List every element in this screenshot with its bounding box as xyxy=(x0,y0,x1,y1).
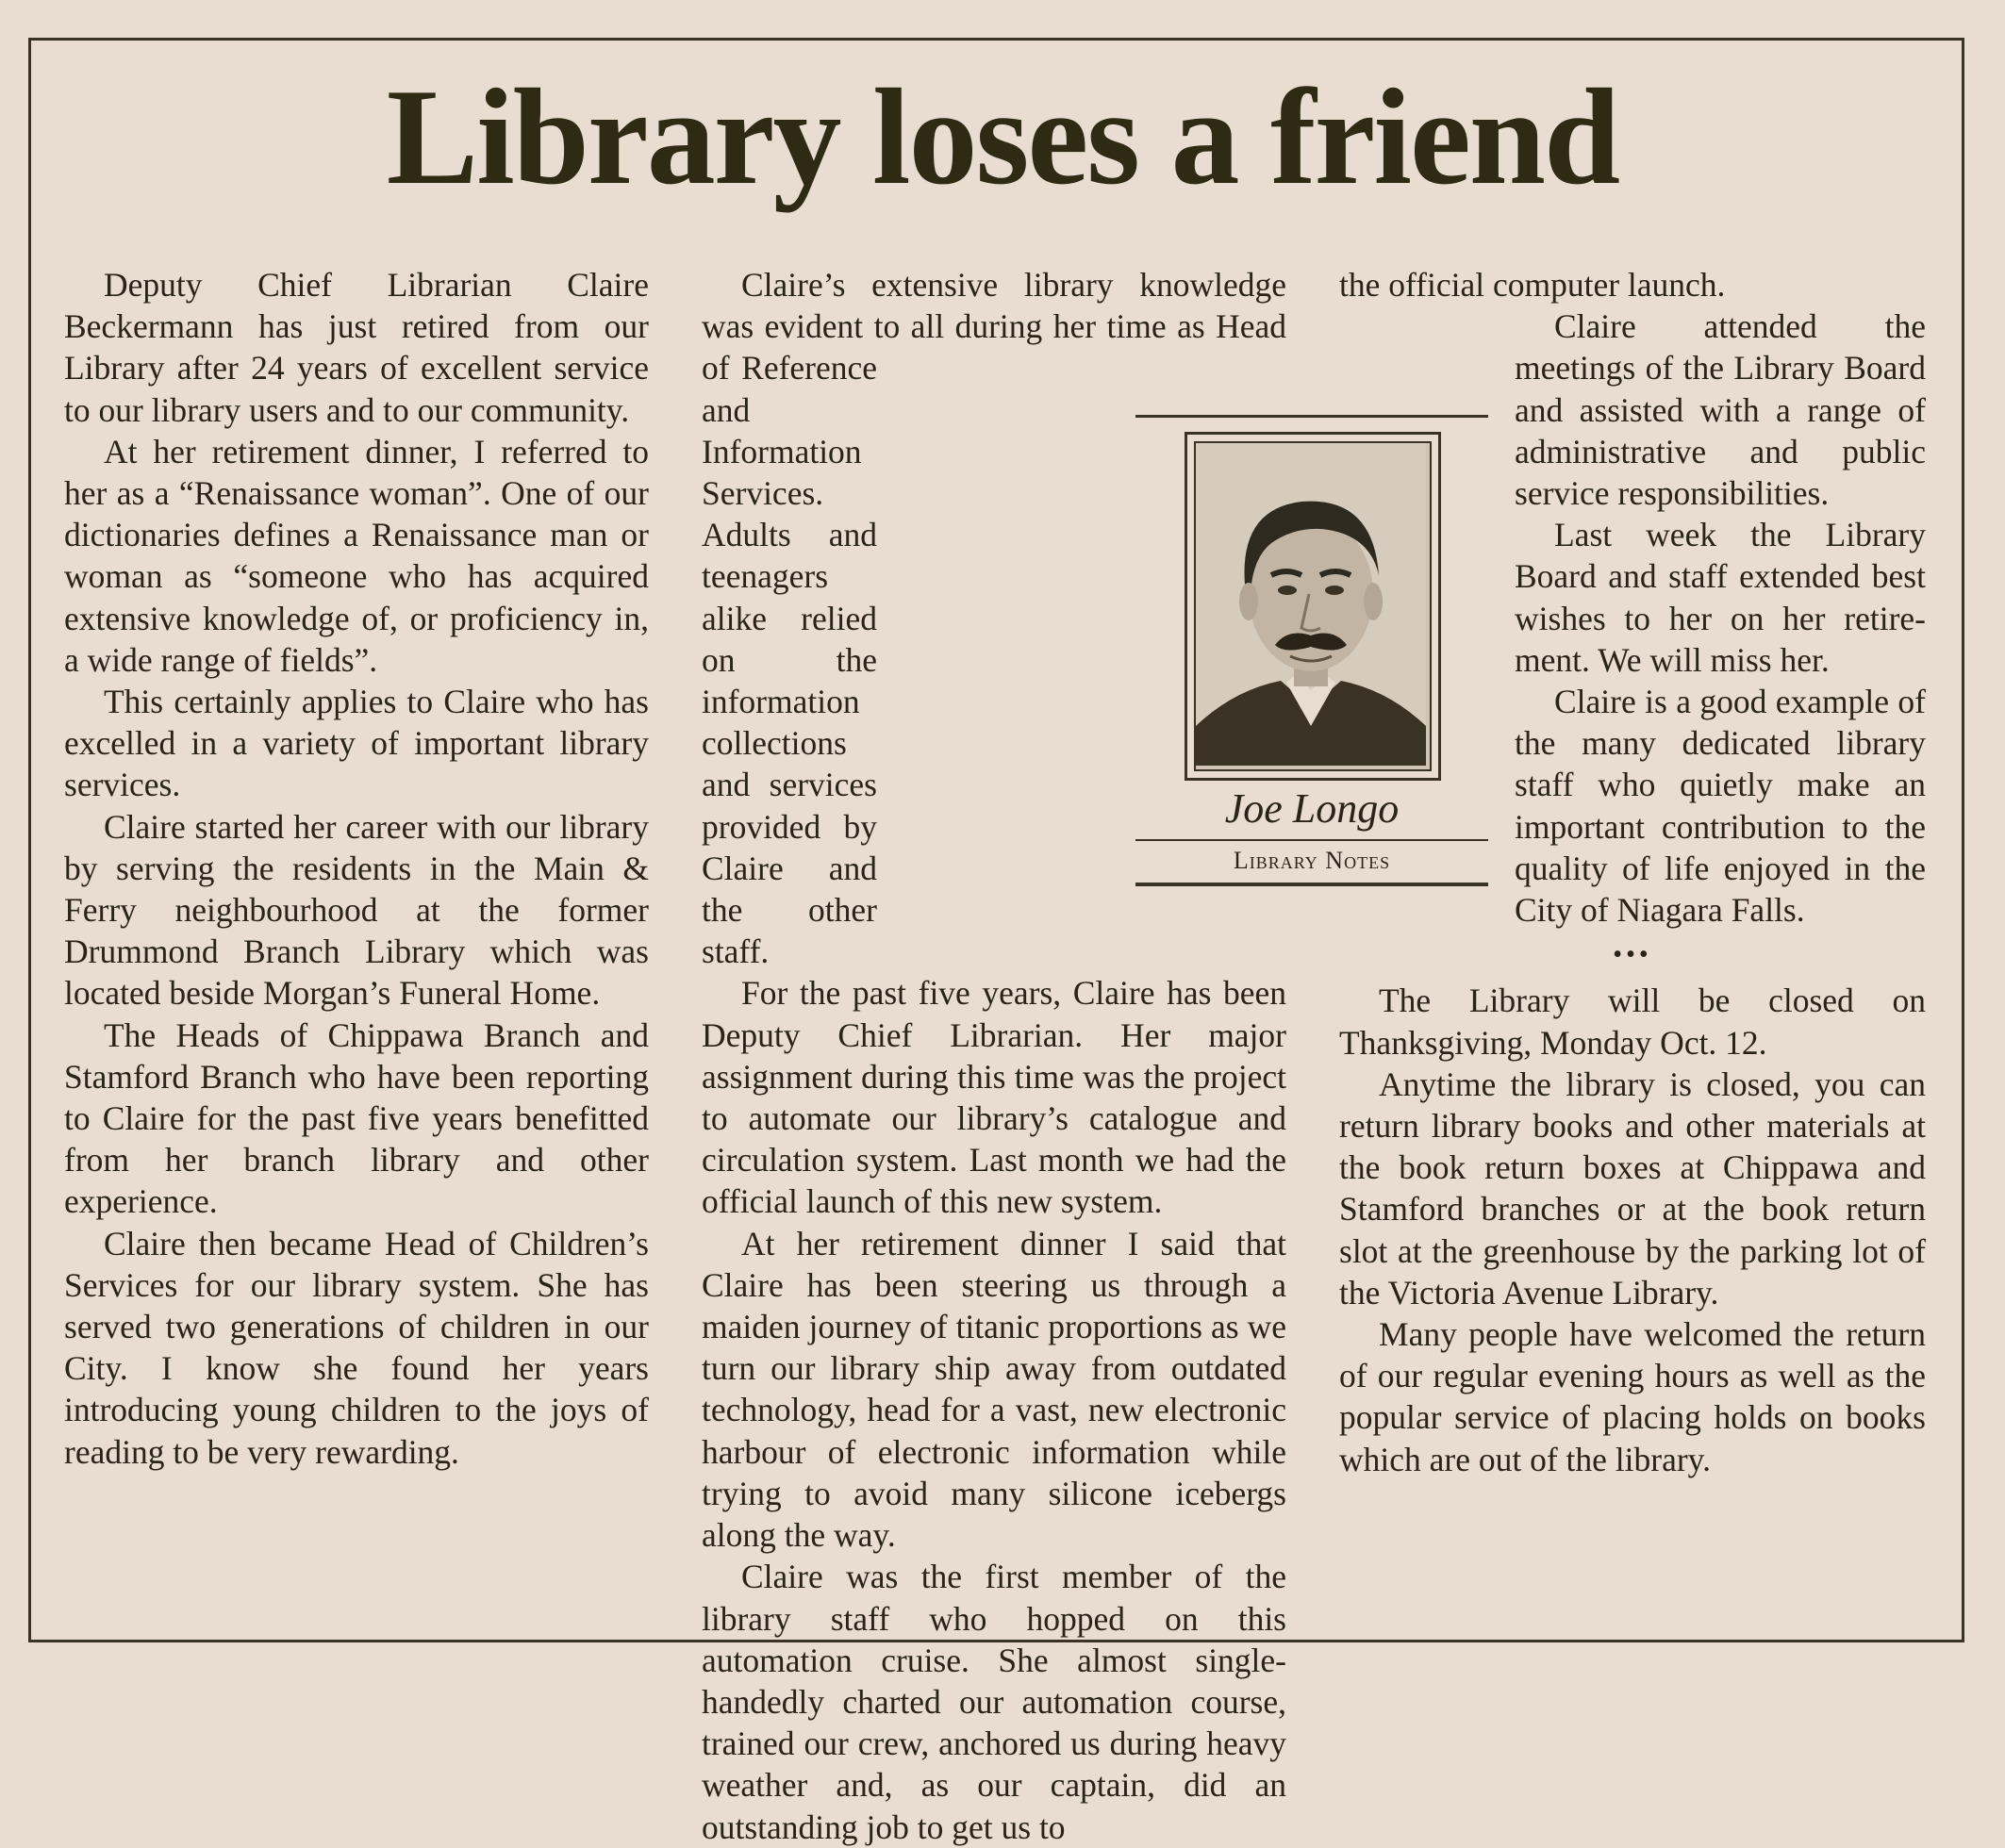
article-headline: Library loses a friend xyxy=(386,60,1619,213)
column-2-paragraph-3: At her retirement dinner I said that Claire has been steering us through a maiden journey of titanic proportions as we turn our library ship away from outdated technology, head for a vast, new electronic harbour of electronic information while trying to avoid many silicone icebergs along the way. xyxy=(702,1224,1286,1555)
byline-bottom-rule xyxy=(1135,883,1488,886)
column-3-paragraph-4: The Library will be closed on Thanksgiving, Monday Oct. 12. xyxy=(1339,982,1926,1062)
section-separator: ••• xyxy=(1613,940,1652,970)
column-1-paragraph-2: At her retirement dinner, I referred to her as a “Renaissance woman”. One of our dictionaries defines a Renaissance man or woman as “someone who has acquired extensive knowledge of, or proficiency in, a wide range of fields”. xyxy=(64,432,649,679)
column-1-paragraph-1: Deputy Chief Librarian Claire Beckermann has just retired from our Library after 24 years of excellent service to our library users and to our community. xyxy=(64,266,649,429)
column-1-paragraph-6: Claire then became Head of Children’s Services for our library system. She has served two generations of children in our City. I know she found her years introducing young children to the joys of reading to be very rewarding. xyxy=(64,1224,649,1471)
columnist-photo-frame xyxy=(1185,432,1441,781)
column-1-paragraph-4: Claire started her career with our library by serving the residents in the Main & Ferry neighbourhood at the former Drummond Branch Library which was located beside Morgan’s Funeral Home. xyxy=(64,807,649,1013)
article-column-1 xyxy=(64,264,649,1473)
byline-middle-rule xyxy=(1135,839,1488,841)
column-1-paragraph-3: This certainly applies to Claire who has excelled in a variety of important library services. xyxy=(64,683,649,804)
column-3-paragraph-3: Claire is a good example of the many dedicated library staff who quietly make an important contribution to the quality of life enjoyed in the City of Niagara Falls. xyxy=(1515,683,1926,930)
column-3-continuation: the official computer launch. xyxy=(1339,266,1726,304)
byline-top-rule xyxy=(1135,415,1488,418)
columnist-byline-box xyxy=(1135,415,1488,886)
column-2-paragraph-2: For the past five years, Claire has been Deputy Chief Librarian. Her major assignment during this time was the project to automate our library’s catalogue and circulation system. Last month we had the official launch of this new system. xyxy=(702,974,1286,1221)
column-3-paragraph-1: Claire attended the meetings of the Library Board and assisted with a range of administrative and public service responsibilities. xyxy=(1515,307,1926,513)
column-name: Library Notes xyxy=(1233,847,1391,874)
columnist-photo xyxy=(1194,441,1432,771)
column-1-paragraph-5: The Heads of Chippawa Branch and Stamford Branch who have been reporting to Claire for the past five years benefitted from her branch library and other experience. xyxy=(64,1015,649,1221)
column-2-paragraph-1: Claire’s extensive library knowledge was evident to all during her time as Head of Reference and Information Services. Adults and teenagers alike relied on the information collections and services provided by Claire and the other staff. xyxy=(702,266,1286,971)
column-2-paragraph-4: Claire was the first member of the library staff who hopped on this automation cruise. She almost singlehandedly charted our automation course, trained our crew, anchored us during heavy weather and, as our captain, did an outstanding job to get us to xyxy=(702,1558,1286,1846)
column-3-paragraph-5: Anytime the library is closed, you can return library books and other materials at the book return boxes at Chippawa and Stamford branches or at the book return slot at the greenhouse by the parking lot of the Victoria Avenue Library. xyxy=(1339,1064,1926,1312)
column-3-paragraph-2: Last week the Library Board and staff extended best wishes to her on her retirement. We will miss her. xyxy=(1515,516,1926,679)
columnist-portrait-image xyxy=(1196,443,1426,766)
columnist-name: Joe Longo xyxy=(1224,785,1400,832)
column-3-paragraph-6: Many people have welcomed the return of our regular evening hours as well as the popular service of placing holds on books which are out of the library. xyxy=(1339,1315,1926,1478)
